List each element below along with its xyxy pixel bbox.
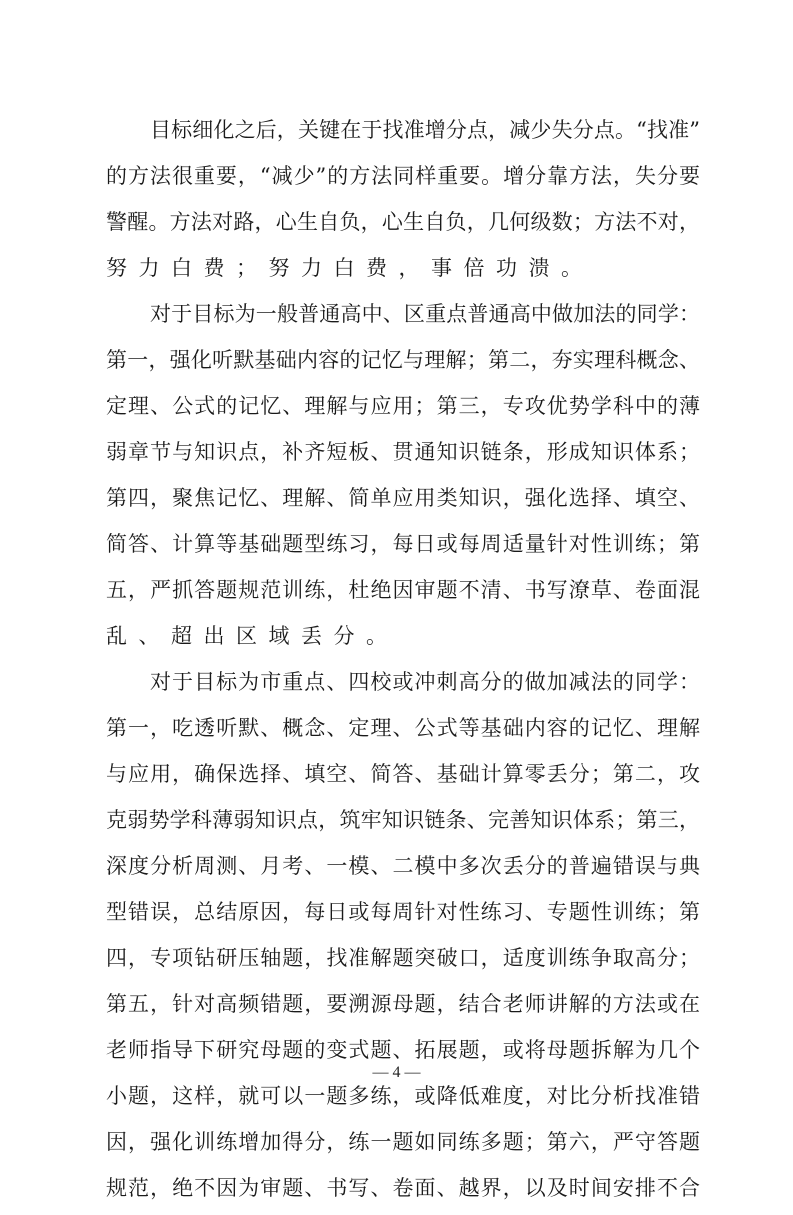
paragraph-3-line: 第一，吃透听默、概念、定理、公式等基础内容的记忆、理解 <box>106 716 700 740</box>
paragraph-2-line: 弱章节与知识点，补齐短板、贯通知识链条，形成知识体系； <box>106 440 700 464</box>
paragraph-2-line: 第一，强化听默基础内容的记忆与理解；第二，夯实理科概念、 <box>106 348 700 372</box>
paragraph-2-line: 第四，聚焦记忆、理解、简单应用类知识，强化选择、填空、 <box>106 486 700 510</box>
paragraph-2-line: 乱、超出区域丢分。 <box>106 624 399 648</box>
paragraph-1-line: 努力白费；努力白费，事倍功溃。 <box>106 256 594 280</box>
paragraph-3-line: 小题，这样，就可以一题多练，或降低难度，对比分析找准错 <box>106 1084 700 1108</box>
paragraph-3-line: 克弱势学科薄弱知识点，筑牢知识链条、完善知识体系；第三， <box>106 808 700 832</box>
paragraph-3-line: 与应用，确保选择、填空、简答、基础计算零丢分；第二，攻 <box>106 762 700 786</box>
paragraph-2-line: 简答、计算等基础题型练习，每日或每周适量针对性训练；第 <box>106 532 700 556</box>
paragraph-3-line: 规范，绝不因为审题、书写、卷面、越界，以及时间安排不合 <box>106 1176 700 1200</box>
paragraph-3-line: 四，专项钻研压轴题，找准解题突破口，适度训练争取高分； <box>106 946 700 970</box>
paragraph-3-line: 对于目标为市重点、四校或冲刺高分的做加减法的同学： <box>150 670 700 694</box>
paragraph-3-line: 因，强化训练增加得分，练一题如同练多题；第六，严守答题 <box>106 1130 700 1154</box>
page-number: — 4 — <box>372 1064 421 1081</box>
paragraph-3-line: 第五，针对高频错题，要溯源母题，结合老师讲解的方法或在 <box>106 992 700 1016</box>
paragraph-2-line: 定理、公式的记忆、理解与应用；第三，专攻优势学科中的薄 <box>106 394 700 418</box>
paragraph-1-line: 警醒。方法对路，心生自负，心生自负，几何级数；方法不对， <box>106 210 700 234</box>
body-text <box>106 111 700 1215</box>
paragraph-1-line: 目标细化之后，关键在于找准增分点，减少失分点。“找准” <box>150 118 700 142</box>
paragraph-1-line: 的方法很重要，“减少”的方法同样重要。增分靠方法，失分要 <box>106 164 700 188</box>
paragraph-3-line: 型错误，总结原因，每日或每周针对性练习、专题性训练；第 <box>106 900 700 924</box>
paragraph-2-line: 五，严抓答题规范训练，杜绝因审题不清、书写潦草、卷面混 <box>106 578 700 602</box>
paragraph-2-line: 对于目标为一般普通高中、区重点普通高中做加法的同学： <box>150 302 700 326</box>
paragraph-3-line: 深度分析周测、月考、一模、二模中多次丢分的普遍错误与典 <box>106 854 700 878</box>
paragraph-3-line: 老师指导下研究母题的变式题、拓展题，或将母题拆解为几个 <box>106 1038 700 1062</box>
